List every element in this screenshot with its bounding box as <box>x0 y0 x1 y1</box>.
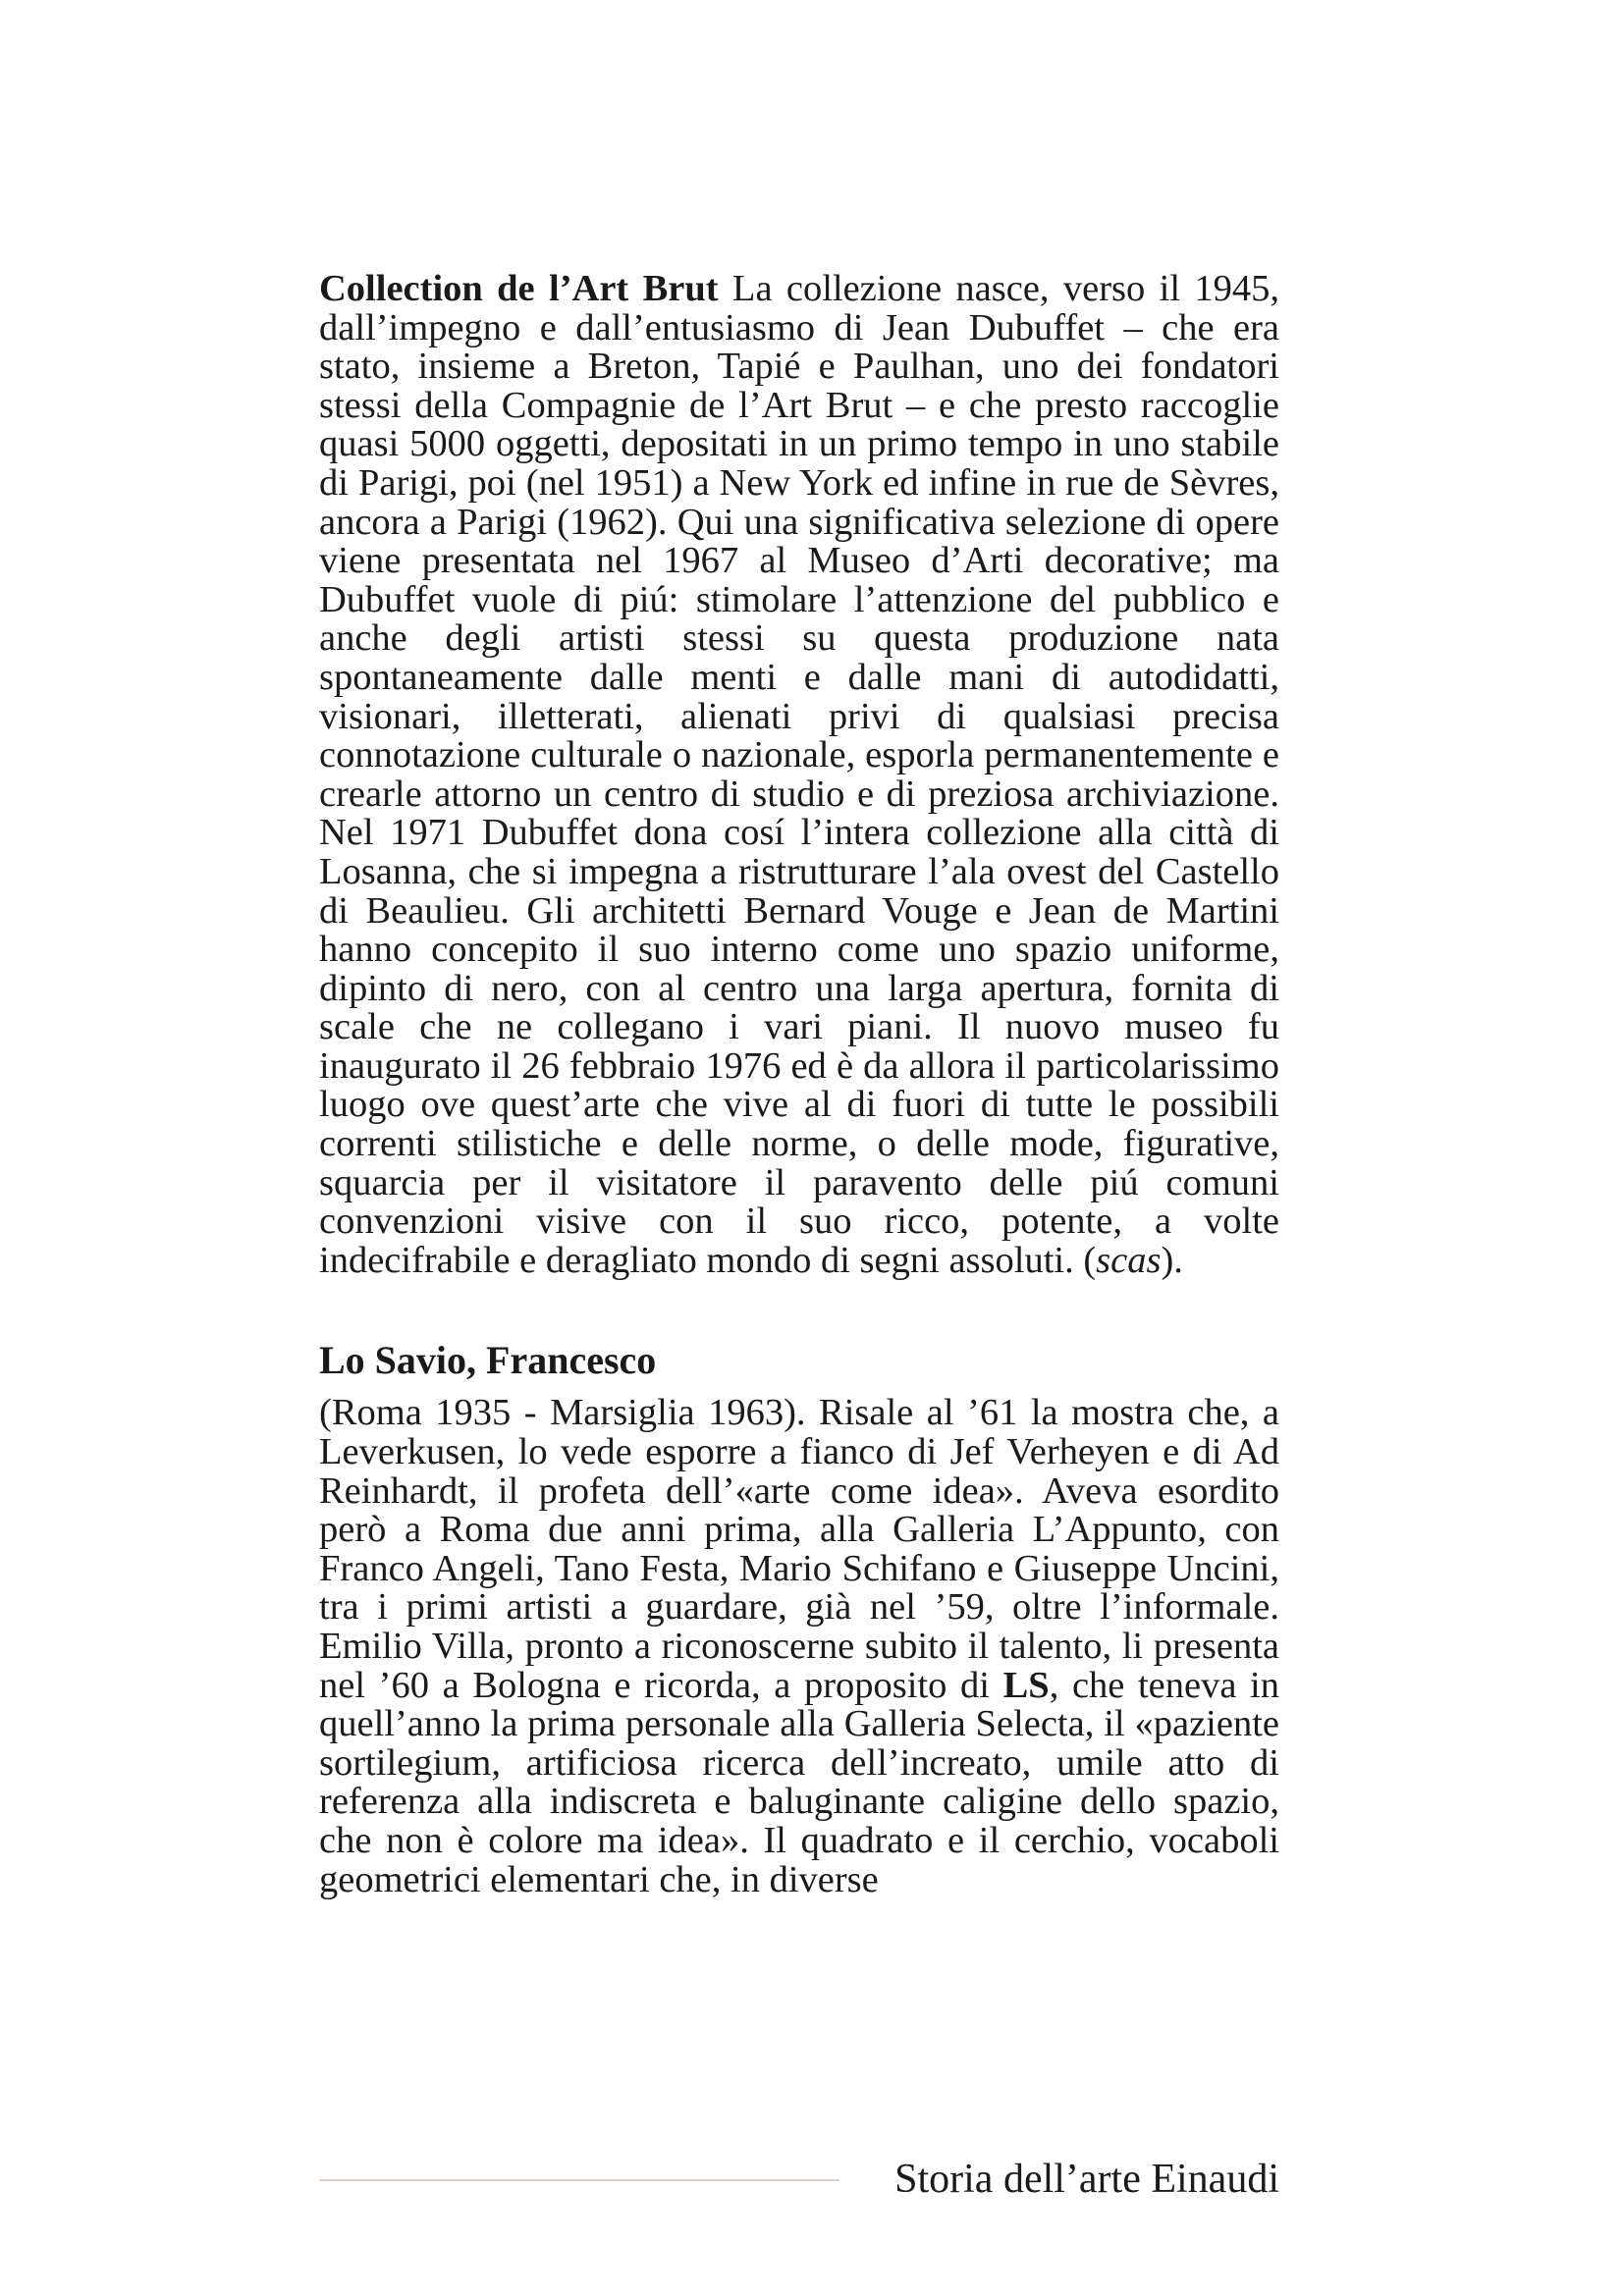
entry-collection-art-brut <box>319 270 1279 1280</box>
entry-head: Collection de l’Art Brut <box>319 268 719 309</box>
entry-closing: ). <box>1161 1239 1183 1281</box>
author-signature: scas <box>1096 1239 1162 1281</box>
footer-rule <box>319 2179 839 2181</box>
entry-body: (Roma 1935 - Marsiglia 1963). Risale al ’61 la mostra che, a Leverkusen, lo vede esporre a fianco di Jef Verheyen e di Ad Reinhardt, il profeta dell’«arte come idea». Aveva esordito però a Roma due anni prima, alla Galleria L’Appunto, con Franco Angeli, Tano Festa, Mario Schifano e Giuseppe Uncini, tra i primi artisti a guardare, già nel ’59, oltre l’informale. Emilio Villa, pronto a riconoscerne subito il talento, li presenta nel ’60 a Bologna e ricorda, a proposito di <box>319 1392 1279 1706</box>
entry-body-continued: , che teneva in quell’anno la prima personale alla Galleria Selecta, il «paziente sortilegium, artificiosa ricerca dell’increato, umile atto di referenza alla indiscreta e baluginante caligine dello spazio, che non è colore ma idea». Il quadrato e il cerchio, vocaboli geometrici elementari che, in diverse <box>319 1664 1279 1900</box>
entry-lo-savio <box>319 1394 1279 1899</box>
page-body <box>319 270 1279 1899</box>
entry-body: La collezione nasce, verso il 1945, dall’impegno e dall’entusiasmo di Jean Dubuffet – che era stato, insieme a Breton, Tapié e Paulhan, uno dei fondatori stessi della Compagnie de l’Art Brut – e che presto raccoglie quasi 5000 oggetti, depositati in un primo tempo in uno stabile di Parigi, poi (nel 1951) a New York ed infine in rue de Sèvres, ancora a Parigi (1962). Qui una significativa selezione di opere viene presentata nel 1967 al Museo d’Arti decorative; ma Dubuffet vuole di piú: stimolare l’attenzione del pubblico e anche degli artisti stessi su questa produzione nata spontaneamente dalle menti e dalle mani di autodidatti, visionari, illetterati, alienati privi di qualsiasi precisa connotazione culturale o nazionale, esporla permanentemente e crearle attorno un centro di studio e di preziosa archiviazione. Nel 1971 Dubuffet dona cosí l’intera collezione alla città di Losanna, che si impegna a ristrutturare l’ala ovest del Castello di Beaulieu. Gli architetti Bernard Vouge e Jean de Martini hanno concepito il suo interno come uno spazio uniforme, dipinto di nero, con al centro una larga apertura, fornita di scale che ne collegano i vari piani. Il nuovo museo fu inaugurato il 26 febbraio 1976 ed è da allora il particolarissimo luogo ove quest’arte che vive al di fuori di tutte le possibili correnti stilistiche e delle norme, o delle mode, figurative, squarcia per il visitatore il paravento delle piú comuni convenzioni visive con il suo ricco, potente, a volte indecifrabile e deragliato mondo di segni assoluti. ( <box>319 268 1279 1281</box>
footer-publisher: Storia dell’arte Einaudi <box>894 2157 1279 2202</box>
entry-title-lo-savio: Lo Savio, Francesco <box>319 1338 657 1383</box>
entry-abbreviation: LS <box>1002 1664 1050 1706</box>
